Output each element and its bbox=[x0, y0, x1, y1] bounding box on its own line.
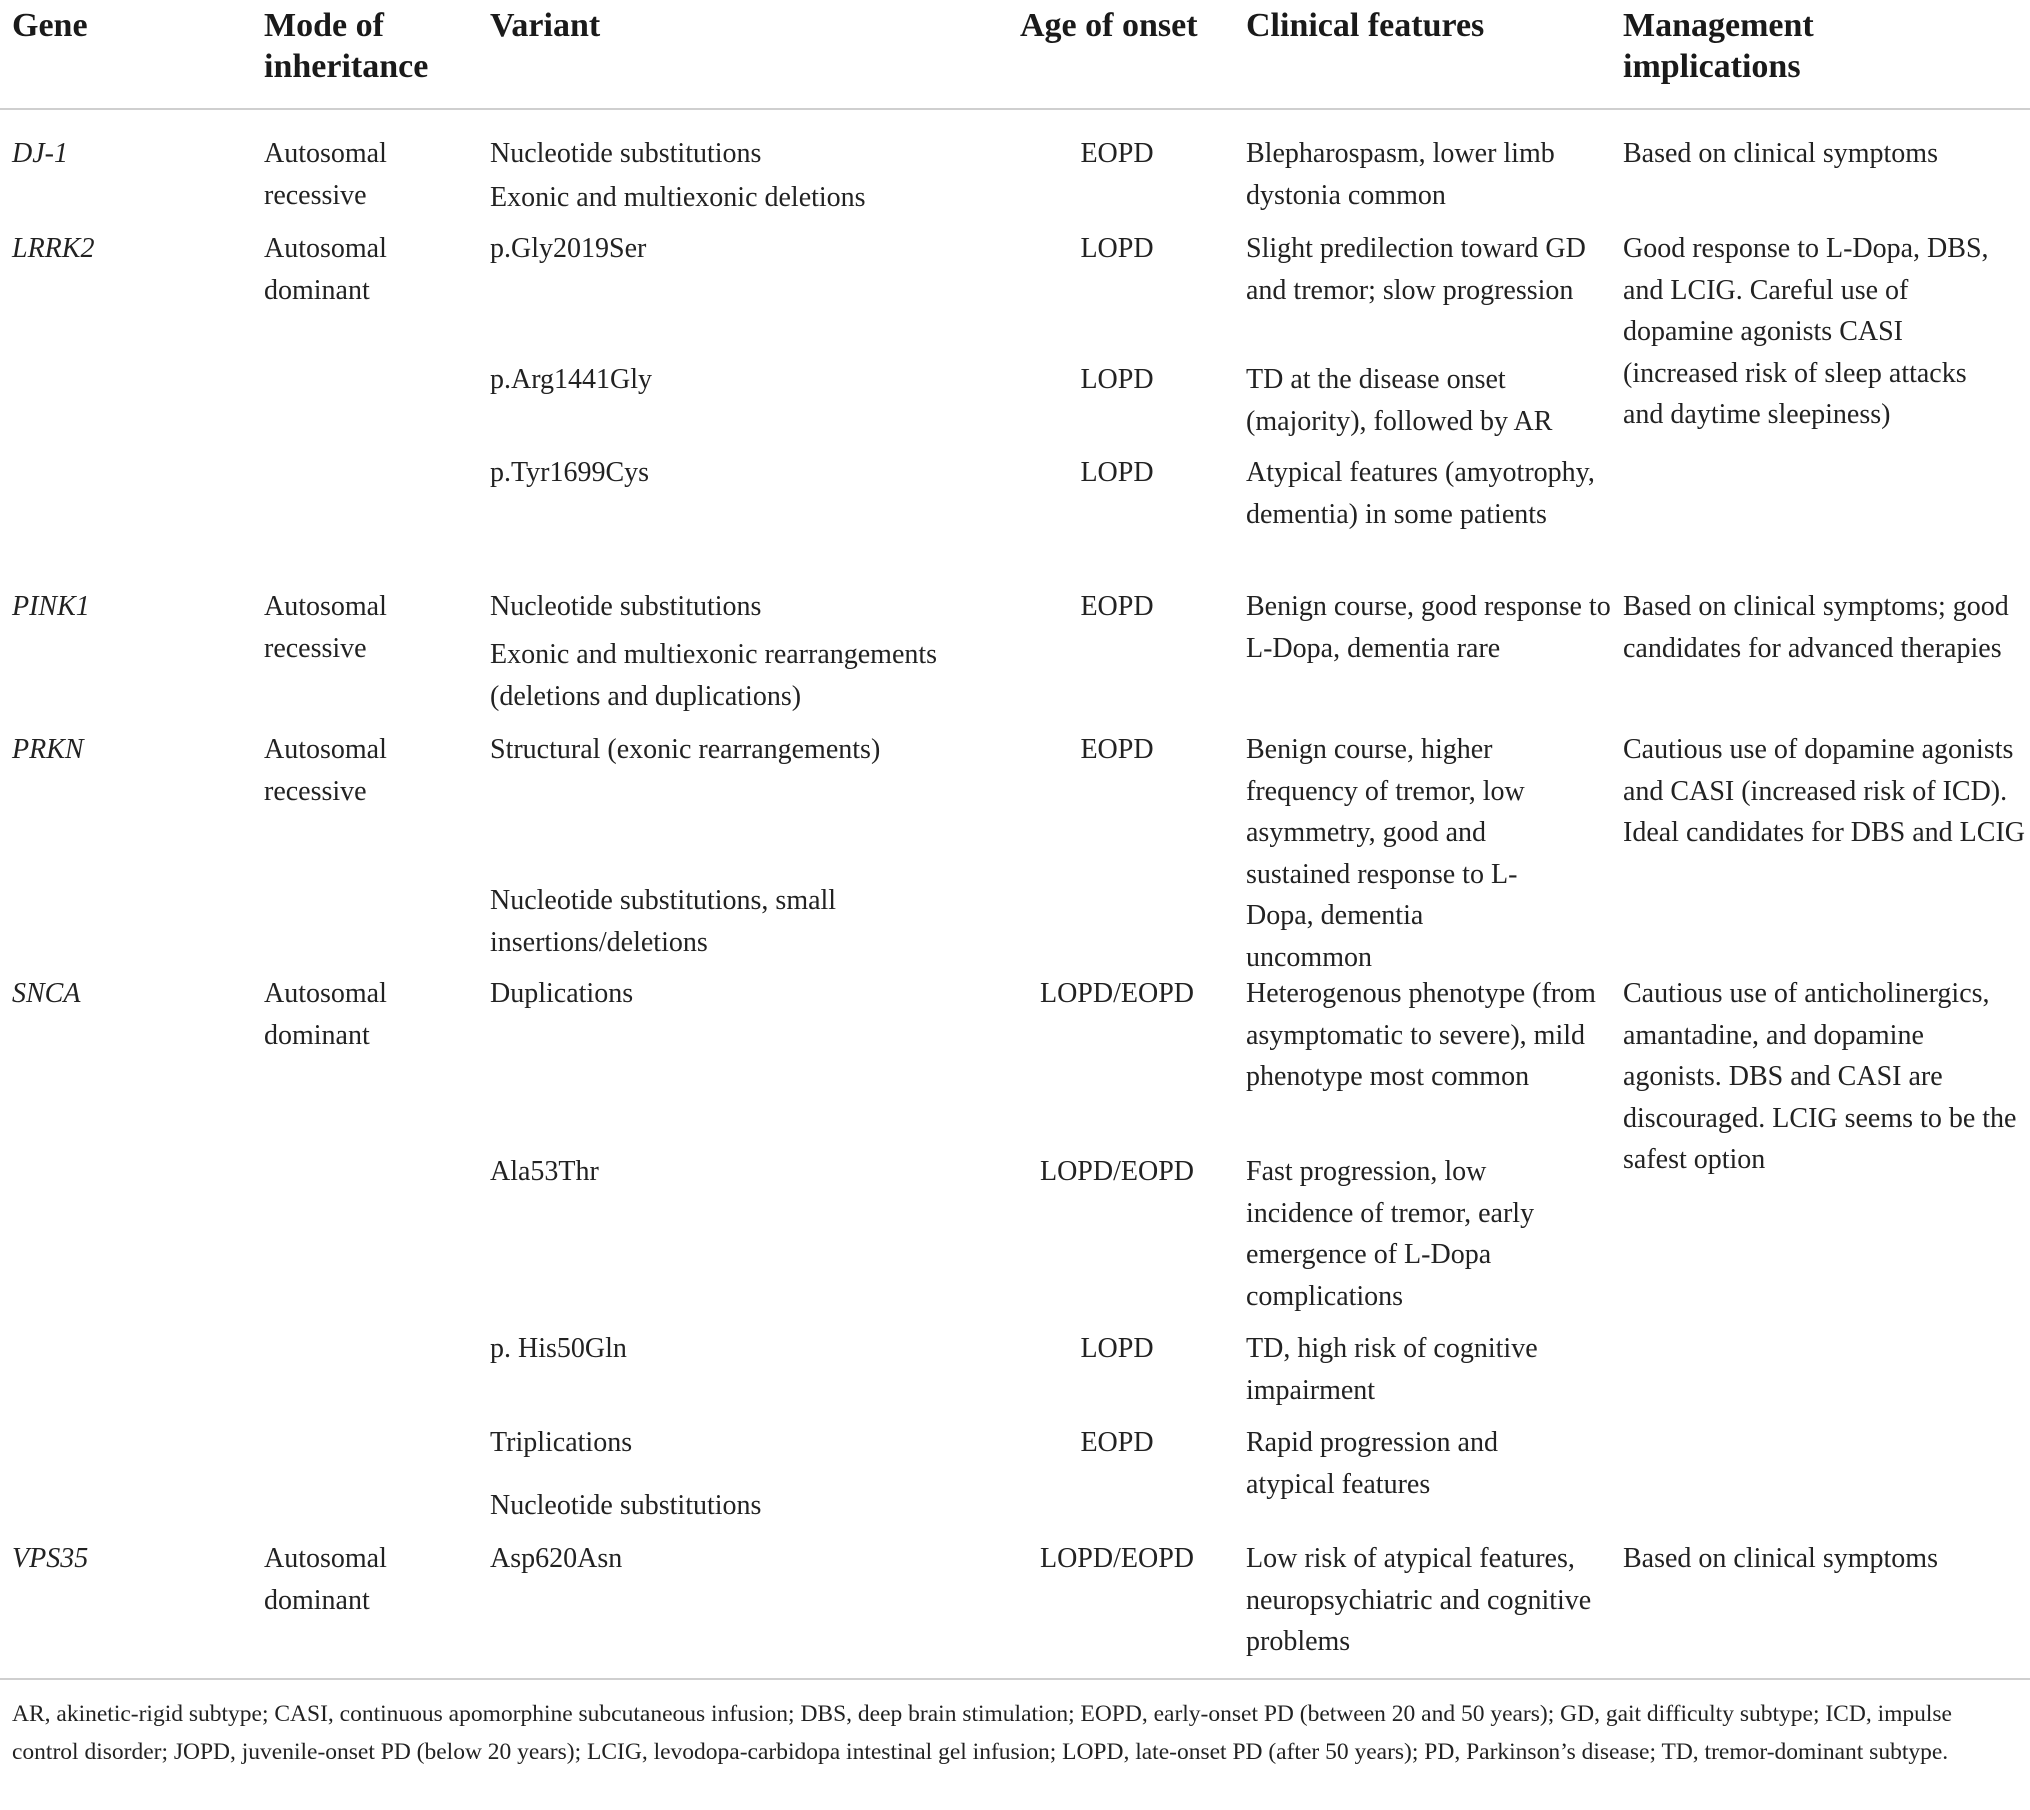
variant-cell: Ala53Thr bbox=[490, 1156, 599, 1187]
variant-cell: Nucleotide substitutions bbox=[490, 1490, 762, 1521]
footer-rule bbox=[0, 1678, 2030, 1680]
management-cell: Based on clinical symptoms bbox=[1623, 1543, 1938, 1574]
mode-cell: Autosomal dominant bbox=[264, 978, 387, 1051]
gene-cell: SNCA bbox=[12, 978, 81, 1009]
variant-cell: p.Gly2019Ser bbox=[490, 233, 647, 264]
age-cell: EOPD bbox=[1080, 591, 1154, 622]
age-cell: EOPD bbox=[1080, 734, 1154, 765]
gene-cell: PINK1 bbox=[12, 591, 90, 622]
header-clinical-features: Clinical features bbox=[1246, 7, 1485, 44]
age-cell: EOPD bbox=[1080, 1427, 1154, 1458]
header-management-implications: Management implications bbox=[1623, 7, 1814, 85]
header-age-of-onset: Age of onset bbox=[1020, 7, 1198, 44]
clinical-cell: Atypical features (amyotrophy, dementia) in some patients bbox=[1246, 457, 1595, 530]
header-gene: Gene bbox=[12, 7, 88, 44]
variant-cell: Nucleotide substitutions bbox=[490, 138, 762, 169]
mode-cell: Autosomal dominant bbox=[264, 233, 387, 306]
age-cell: LOPD/EOPD bbox=[1039, 1156, 1194, 1187]
variant-cell: Triplications bbox=[490, 1427, 633, 1458]
gene-cell: PRKN bbox=[12, 734, 84, 765]
clinical-cell: Slight predilection toward GD and tremor; slow progression bbox=[1246, 233, 1586, 306]
age-cell: LOPD bbox=[1080, 364, 1154, 395]
variant-cell: Nucleotide substitutions, small insertions/deletions bbox=[490, 885, 837, 958]
table-footnote: AR, akinetic-rigid subtype; CASI, continuous apomorphine subcutaneous infusion; DBS, deep brain stimulation; EOPD, early-onset PD (between 20 and 50 years); GD, gait difficulty subtype; ICD, impulse control disorder; JOPD, juvenile-onset PD (below 20 years); LCIG, levodopa-carbidopa intestinal gel infusion; LOPD, late-onset PD (after 50 years); PD, Parkinson’s disease; TD, tremor-dominant subtype. bbox=[12, 1701, 1952, 1765]
variant-cell: p. His50Gln bbox=[490, 1333, 627, 1364]
management-cell: Based on clinical symptoms; good candidates for advanced therapies bbox=[1623, 591, 2009, 664]
age-cell: LOPD bbox=[1080, 233, 1154, 264]
clinical-cell: TD, high risk of cognitive impairment bbox=[1246, 1333, 1538, 1406]
clinical-cell: Heterogenous phenotype (from asymptomatic to severe), mild phenotype most common bbox=[1246, 978, 1596, 1092]
header-mode-of-inheritance: Mode of inheritance bbox=[264, 7, 429, 85]
management-cell: Cautious use of dopamine agonists and CASI (increased risk of ICD). Ideal candidates for DBS and LCIG bbox=[1623, 734, 2025, 848]
clinical-cell: Rapid progression and atypical features bbox=[1246, 1427, 1498, 1500]
mode-cell: Autosomal recessive bbox=[264, 591, 387, 664]
variant-cell: Exonic and multiexonic rearrangements (deletions and duplications) bbox=[490, 639, 938, 712]
gene-cell: VPS35 bbox=[12, 1543, 89, 1574]
variant-cell: Nucleotide substitutions bbox=[490, 591, 762, 622]
clinical-cell: TD at the disease onset (majority), followed by AR bbox=[1246, 364, 1553, 437]
variant-cell: Structural (exonic rearrangements) bbox=[490, 734, 881, 765]
clinical-cell: Fast progression, low incidence of tremor, early emergence of L-Dopa complications bbox=[1246, 1156, 1535, 1312]
age-cell: LOPD bbox=[1080, 457, 1154, 488]
age-cell: LOPD bbox=[1080, 1333, 1154, 1364]
mode-cell: Autosomal dominant bbox=[264, 1543, 387, 1616]
header-rule bbox=[0, 108, 2030, 110]
variant-cell: p.Arg1441Gly bbox=[490, 364, 653, 395]
clinical-cell: Benign course, good response to L-Dopa, dementia rare bbox=[1246, 591, 1611, 664]
clinical-cell: Blepharospasm, lower limb dystonia common bbox=[1246, 138, 1555, 211]
header-variant: Variant bbox=[490, 7, 601, 44]
clinical-cell: Low risk of atypical features, neuropsychiatric and cognitive problems bbox=[1246, 1543, 1592, 1657]
management-cell: Cautious use of anticholinergics, amantadine, and dopamine agonists. DBS and CASI are discouraged. LCIG seems to be the safest option bbox=[1623, 978, 2017, 1175]
mode-cell: Autosomal recessive bbox=[264, 138, 387, 211]
gene-cell: DJ-1 bbox=[12, 138, 68, 169]
gene-cell: LRRK2 bbox=[12, 233, 95, 264]
management-cell: Good response to L-Dopa, DBS, and LCIG. Careful use of dopamine agonists CASI (increased risk of sleep attacks and daytime sleepiness) bbox=[1623, 233, 1989, 430]
clinical-cell: Benign course, higher frequency of tremor, low asymmetry, good and sustained response to L-Dopa, dementia uncommon bbox=[1246, 734, 1525, 973]
age-cell: LOPD/EOPD bbox=[1039, 978, 1194, 1009]
age-cell: EOPD bbox=[1080, 138, 1154, 169]
mode-cell: Autosomal recessive bbox=[264, 734, 387, 807]
management-cell: Based on clinical symptoms bbox=[1623, 138, 1938, 169]
variant-cell: Duplications bbox=[490, 978, 634, 1009]
variant-cell: Exonic and multiexonic deletions bbox=[490, 182, 866, 213]
variant-cell: Asp620Asn bbox=[490, 1543, 623, 1574]
variant-cell: p.Tyr1699Cys bbox=[490, 457, 650, 488]
age-cell: LOPD/EOPD bbox=[1039, 1543, 1194, 1574]
